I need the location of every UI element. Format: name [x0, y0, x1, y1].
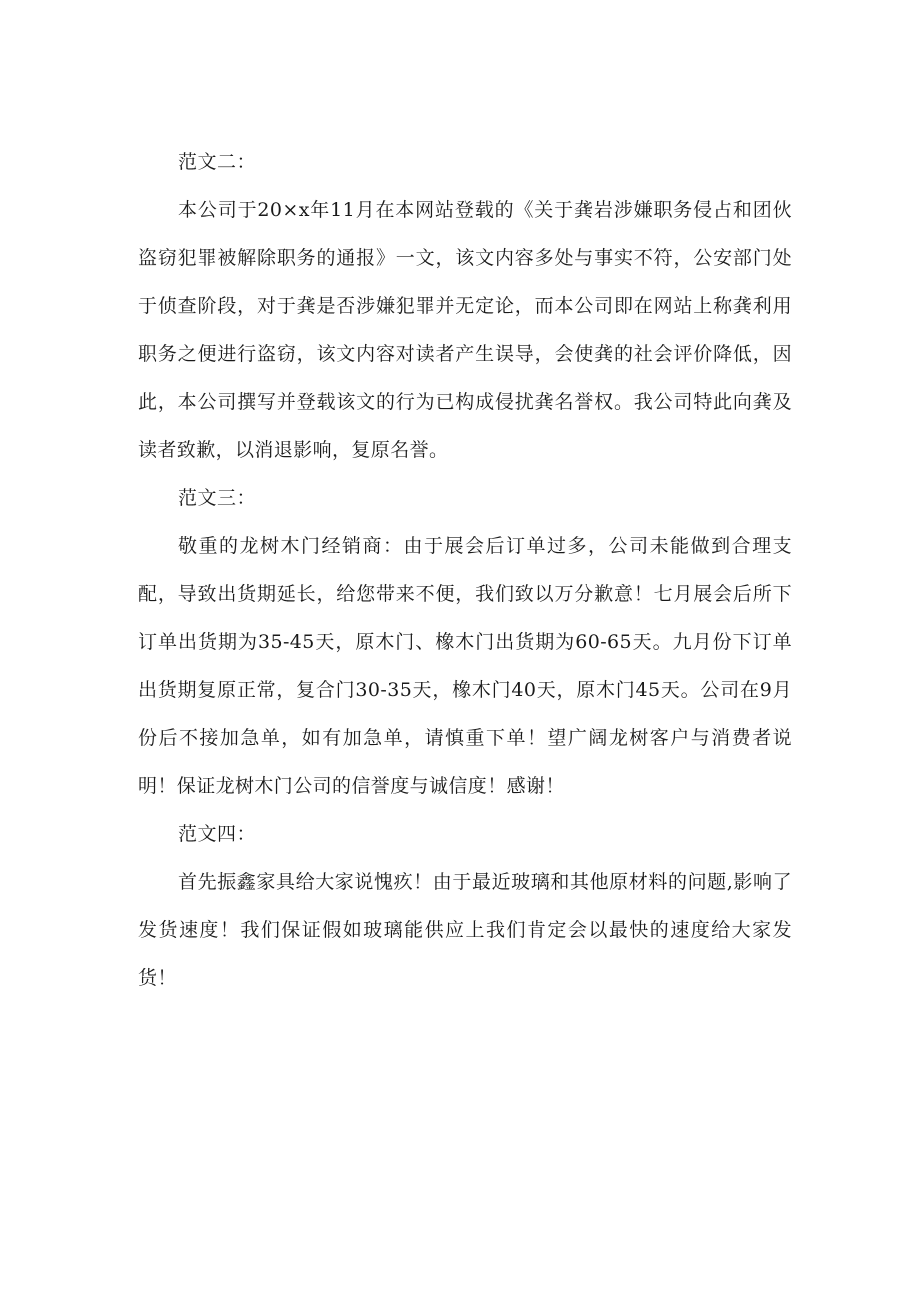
section-heading-4: 范文四： [178, 823, 257, 845]
document-body [138, 138, 792, 1002]
section-heading-3: 范文三： [178, 487, 257, 509]
section-paragraph-2: 本公司于20×x年11月在本网站登载的《关于龚岩涉嫌职务侵占和团伙盗窃犯罪被解除职务的通报》一文，该文内容多处与事实不符，公安部门处于侦查阶段，对于龚是否涉嫌犯罪并无定论，而本公司即在网站上称龚利用职务之便进行盗窃，该文内容对读者产生误导，会使龚的社会评价降低，因此，本公司撰写并登载该文的行为已构成侵扰龚名誉权。我公司特此向龚及读者致歉，以消退影响，复原名誉。 [138, 199, 792, 461]
section-paragraph-4: 首先振鑫家具给大家说愧疚！由于最近玻璃和其他原材料的问题,影响了发货速度！我们保证假如玻璃能供应上我们肯定会以最快的速度给大家发货！ [138, 871, 792, 989]
section-heading-2: 范文二： [178, 151, 257, 173]
section-paragraph-3: 敬重的龙树木门经销商：由于展会后订单过多，公司未能做到合理支配，导致出货期延长，给您带来不便，我们致以万分歉意！七月展会后所下订单出货期为35-45天，原木门、橡木门出货期为60-65天。九月份下订单出货期复原正常，复合门30-35天，橡木门40天，原木门45天。公司在9月份后不接加急单，如有加急单，请慎重下单！望广阔龙树客户与消费者说明！保证龙树木门公司的信誉度与诚信度！感谢！ [138, 535, 792, 797]
